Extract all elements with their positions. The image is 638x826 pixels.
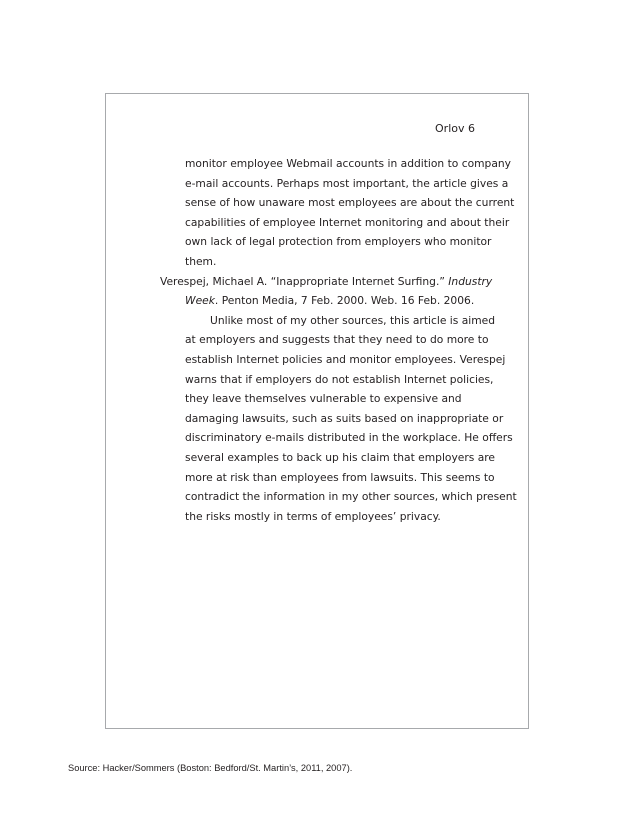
annotation-line: capabilities of employee Internet monitoring and about their — [185, 215, 510, 229]
annotation-line: Unlike most of my other sources, this article is aimed — [210, 313, 496, 327]
annotated-bibliography-text — [160, 154, 517, 526]
annotation-line: e-mail accounts. Perhaps most important, the article gives a — [185, 176, 509, 190]
citation-publication: . Penton Media, 7 Feb. 2000. Web. 16 Feb. 2006. — [214, 294, 475, 308]
annotation-line: several examples to back up his claim that employers are — [185, 450, 495, 464]
annotation-line: more at risk than employees from lawsuits. This seems to — [185, 470, 495, 484]
citation-journal-part2: Week — [185, 294, 215, 308]
annotation-line: discriminatory e-mails distributed in the workplace. He offers — [185, 431, 513, 445]
annotation-line: they leave themselves vulnerable to expensive and — [185, 392, 462, 406]
annotation-line: establish Internet policies and monitor employees. Verespej — [185, 352, 506, 366]
annotation-line: them. — [185, 254, 217, 268]
annotation-line: at employers and suggests that they need to do more to — [185, 333, 489, 347]
source-note: Source: Hacker/Sommers (Boston: Bedford/St. Martin’s, 2011, 2007). — [68, 763, 353, 773]
citation-journal-part1: Industry — [448, 274, 493, 288]
annotation-line: damaging lawsuits, such as suits based on inappropriate or — [185, 411, 504, 425]
annotation-line: own lack of legal protection from employers who monitor — [185, 235, 492, 249]
annotation-line: sense of how unaware most employees are about the current — [185, 196, 515, 210]
citation-author-title: Verespej, Michael A. “Inappropriate Internet Surfing.” — [160, 274, 449, 288]
annotation-line: contradict the information in my other sources, which present — [185, 490, 517, 504]
citation-entry-line-2 — [160, 291, 490, 311]
annotation-line: warns that if employers do not establish Internet policies, — [185, 372, 494, 386]
citation-entry-line-1 — [160, 272, 493, 292]
running-head: Orlov 6 — [435, 122, 475, 135]
document-page — [105, 93, 529, 729]
annotation-line: the risks mostly in terms of employees’ privacy. — [185, 509, 441, 523]
annotation-line: monitor employee Webmail accounts in addition to company — [185, 157, 511, 170]
